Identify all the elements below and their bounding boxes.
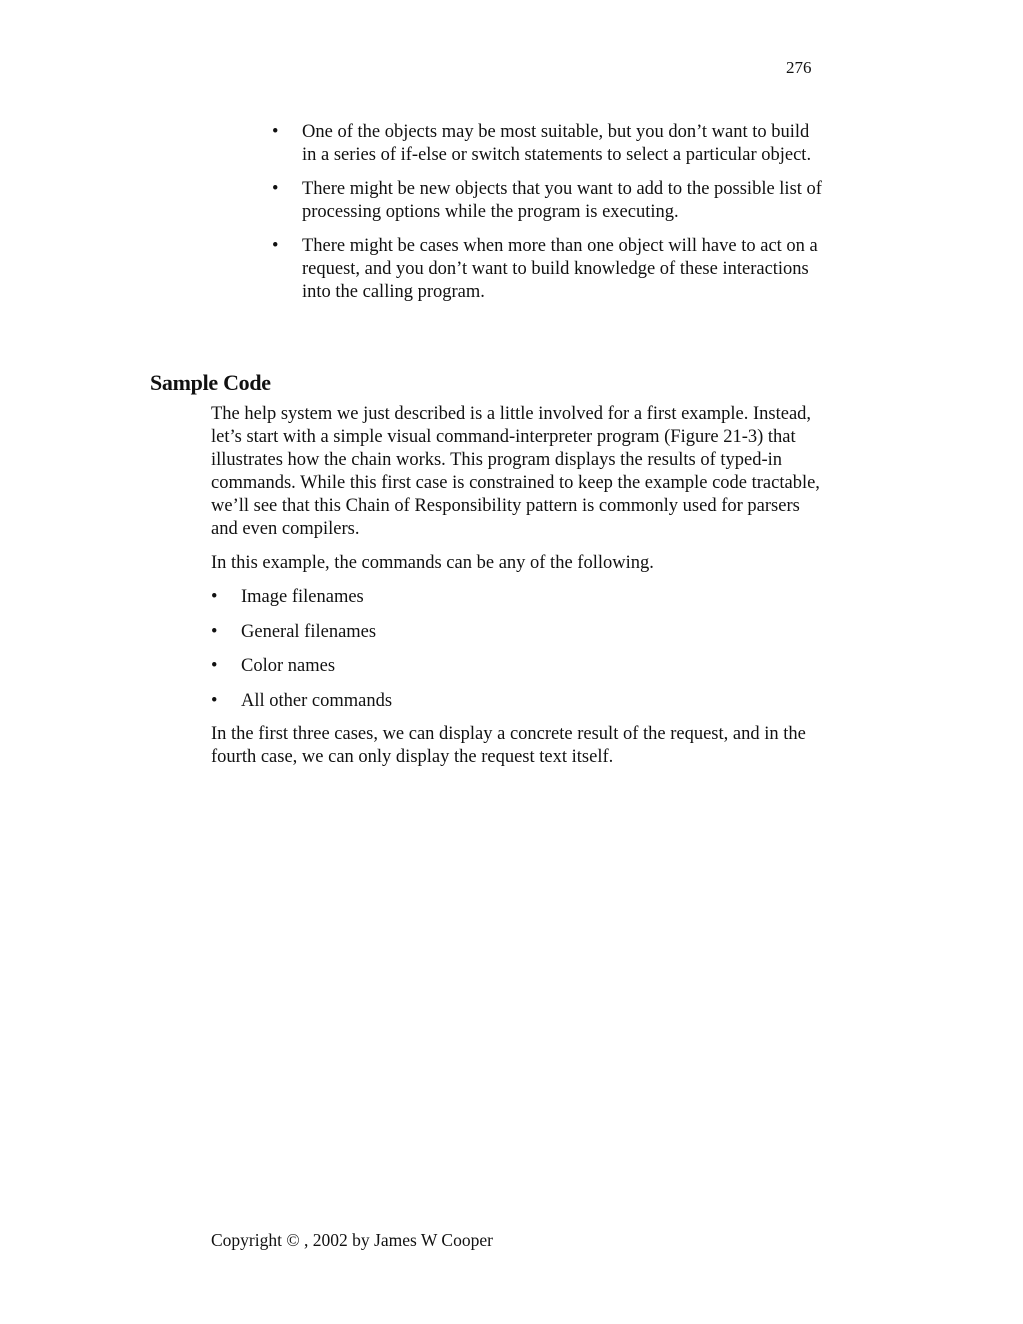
list-item: [211, 586, 801, 609]
bullet-icon: •: [211, 656, 218, 676]
list-item: [211, 621, 801, 644]
commands-intro-paragraph: In this example, the commands can be any of the following.: [211, 553, 654, 573]
list-item: [272, 178, 822, 224]
list-item-text: Color names: [241, 656, 336, 676]
bullet-icon: •: [211, 587, 218, 607]
copyright-footer: Copyright © , 2002 by James W Cooper: [211, 1230, 493, 1250]
list-item: [272, 235, 822, 304]
intro-paragraph: The help system we just described is a little involved for a first example. Instead, let’s start with a simple visual command-interpreter program (Figure 21-3) that illustrates how the chain works. This program displays the results of typed-in commands. While this first case is constrained to keep the example code tractable, we’ll see that this Chain of Responsibility pattern is commonly used for parsers and even compilers.: [211, 404, 820, 539]
list-item-text: General filenames: [241, 621, 377, 642]
list-item: [211, 655, 801, 678]
list-item-text: There might be new objects that you want to add to the possible list of processing options while the program is executing.: [302, 179, 822, 222]
section-heading: Sample Code: [150, 370, 271, 395]
command-types-list: [211, 586, 801, 724]
top-bullet-list: [272, 121, 822, 315]
list-item-text: Image filenames: [241, 587, 364, 607]
bullet-icon: •: [272, 179, 279, 199]
bullet-icon: •: [211, 690, 218, 711]
bullet-icon: •: [272, 122, 279, 142]
list-item-text: One of the objects may be most suitable, but you don’t want to build in a series of if-else or switch statements to select a particular object.: [302, 122, 812, 165]
list-item: [272, 121, 822, 167]
list-item-text: There might be cases when more than one object will have to act on a request, and you don’t want to build knowledge of these interactions into the calling program.: [302, 236, 818, 302]
bullet-icon: •: [211, 621, 218, 642]
page-number: 276: [786, 58, 812, 77]
list-item: [211, 690, 801, 713]
bullet-icon: •: [272, 236, 279, 256]
list-item-text: All other commands: [241, 690, 393, 711]
closing-paragraph: In the first three cases, we can display a concrete result of the request, and in the fourth case, we can only display the request text itself.: [211, 724, 806, 767]
